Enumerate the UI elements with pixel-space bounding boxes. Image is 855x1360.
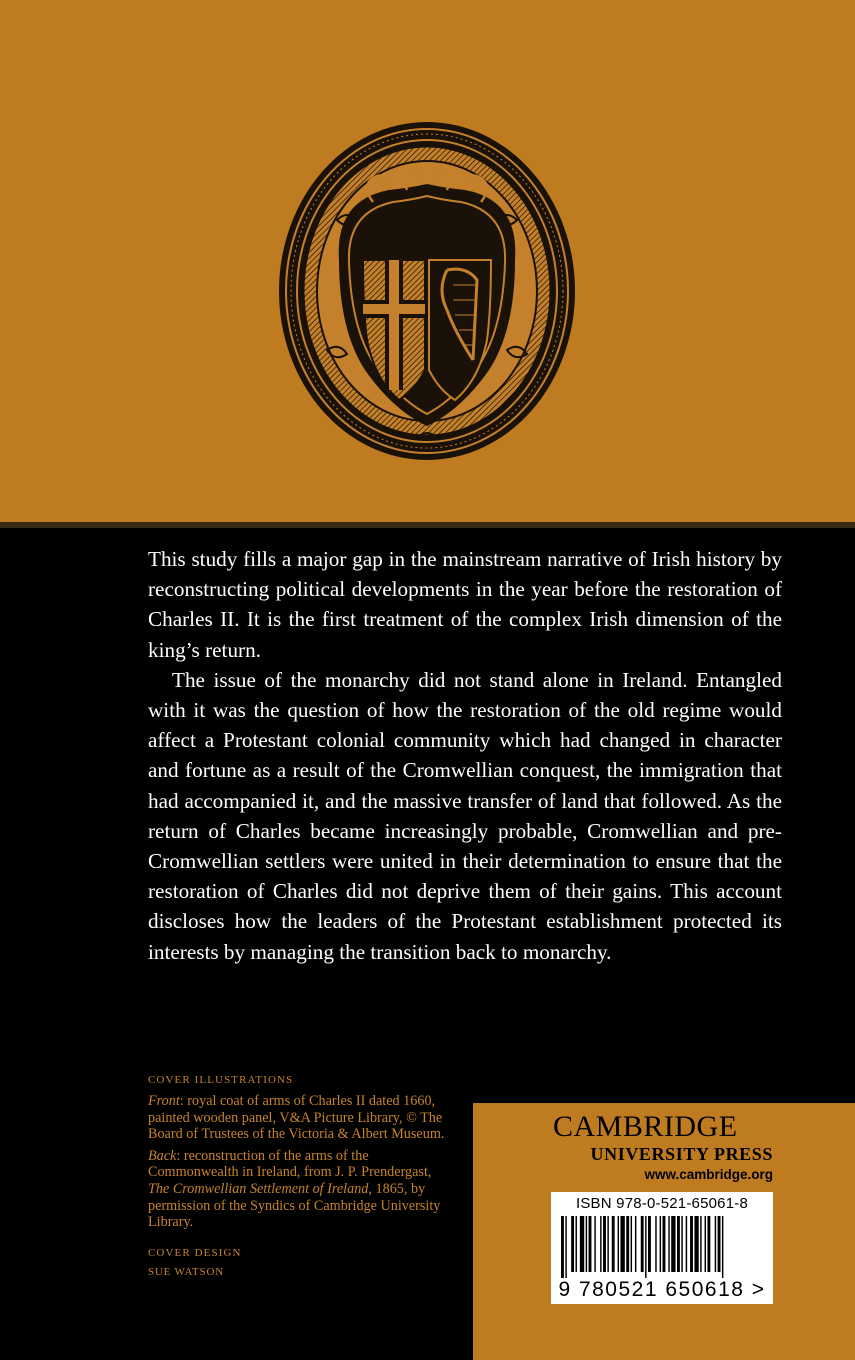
barcode-bar (648, 1216, 651, 1272)
barcode-bar (663, 1216, 666, 1272)
barcode-bar (694, 1216, 698, 1272)
design-heading: COVER DESIGN (148, 1246, 242, 1259)
barcode-bar (681, 1216, 682, 1272)
barcode-bar (600, 1216, 601, 1272)
barcode-bar (690, 1216, 693, 1272)
front-credit (148, 1093, 448, 1143)
barcode-bar (594, 1216, 595, 1272)
blurb-paragraph-2: The issue of the monarchy did not stand alone in Ireland. Entangled with it was the question of how the restoration of the old regime would affect a Protestant colonial community which had changed in character and fortune as a result of the Cromwellian conquest, the immigration that had accompanied it, and the massive transfer of land that followed. As the return of Charles became increasingly probable, Cromwellian and pre-Cromwellian settlers were united in their determination to ensure that the restoration of Charles did not deprive them of their gains. This account discloses how the leaders of the Protestant establishment protected its interests by managing the transition back to monarchy. (148, 667, 782, 964)
barcode-bar (618, 1216, 619, 1272)
barcode-bar (603, 1216, 606, 1272)
barcode-bar (607, 1216, 608, 1272)
barcode-bar (571, 1216, 574, 1272)
barcode-bars (557, 1216, 767, 1278)
barcode-box (551, 1192, 773, 1304)
isbn-label: ISBN 978-0-521-65061-8 (575, 1195, 748, 1212)
back-label: Back (148, 1147, 177, 1164)
barcode-bar (715, 1216, 716, 1272)
barcode-bar (677, 1216, 680, 1272)
barcode-bar (635, 1216, 636, 1272)
back-credit (148, 1148, 448, 1231)
commonwealth-seal-image (277, 120, 577, 462)
illustration-panel (0, 0, 855, 522)
barcode-bar (668, 1216, 669, 1272)
barcode-bar (705, 1216, 706, 1272)
publisher-panel (473, 1103, 855, 1360)
publisher-url: www.cambridge.org (644, 1167, 773, 1182)
publisher-name: CAMBRIDGE (553, 1110, 738, 1143)
barcode-bar (589, 1216, 592, 1272)
barcode-bar (660, 1216, 661, 1272)
barcode-bar (620, 1216, 624, 1272)
back-credit-text-1: : reconstruction of the arms of the Commonwealth in Ireland, from J. P. Prendergast, (148, 1147, 432, 1181)
barcode-bar (586, 1216, 587, 1272)
barcode-bar (655, 1216, 656, 1272)
barcode-bar (718, 1216, 721, 1272)
blurb-paragraph-1: This study fills a major gap in the mainstream narrative of Irish history by reconstructing political developments in the year before the restoration of Charles II. It is the first treatment of the complex Irish dimension of the king’s return. (148, 547, 782, 662)
cover-credits (148, 1072, 448, 1280)
front-label: Front (148, 1093, 180, 1109)
barcode-bar (561, 1216, 564, 1278)
barcode-bar (576, 1216, 577, 1272)
publisher-subtitle: UNIVERSITY PRESS (590, 1144, 773, 1164)
barcode-bar (626, 1216, 629, 1272)
illustrations-heading: COVER ILLUSTRATIONS (148, 1074, 294, 1086)
barcode-bar (686, 1216, 687, 1272)
designer-name: SUE WATSON (148, 1265, 224, 1278)
barcode-bar (641, 1216, 644, 1272)
divider-rule (0, 522, 855, 528)
barcode-bar (565, 1216, 566, 1278)
front-credit-text: : royal coat of arms of Charles II dated 1660, painted wooden panel, V&A Picture Library, © The Board of Trustees of the Victoria & Albert Museum. (148, 1093, 445, 1143)
barcode-bar (722, 1216, 723, 1278)
barcode-bar (612, 1216, 615, 1272)
barcode-bar (707, 1216, 710, 1272)
blurb-text (148, 544, 782, 967)
barcode-bar (671, 1216, 675, 1272)
barcode-bar (580, 1216, 584, 1272)
back-credit-text-2: , 1865, by permission of the Syndics of Cambridge University Library. (148, 1180, 441, 1231)
barcode-digits: 9 780521 650618 > (558, 1278, 766, 1301)
barcode-bar (700, 1216, 701, 1272)
back-credit-title: The Cromwellian Settlement of Ireland (148, 1180, 369, 1197)
barcode-bar (645, 1216, 646, 1278)
barcode-bar (631, 1216, 632, 1272)
